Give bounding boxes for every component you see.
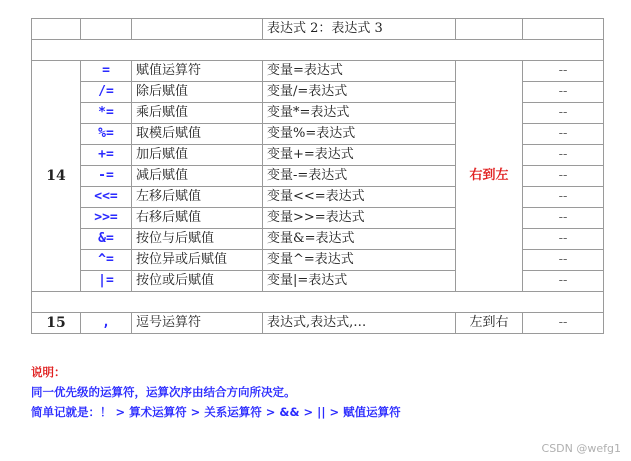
name-cell: 右移后赋值	[132, 208, 263, 229]
priority-cell: 15	[32, 313, 81, 334]
name-cell: 按位异或后赋值	[132, 250, 263, 271]
operator-cell: |=	[81, 271, 132, 292]
usage-cell: 变量&=表达式	[263, 229, 456, 250]
usage-cell: 变量/=表达式	[263, 82, 456, 103]
operator-cell: ^=	[81, 250, 132, 271]
note-cell: --	[523, 187, 604, 208]
operator-cell: &=	[81, 229, 132, 250]
usage-cell: 表达式 2：表达式 3	[263, 19, 456, 40]
usage-cell: 变量<<=表达式	[263, 187, 456, 208]
table-row	[32, 313, 604, 334]
table-row	[32, 40, 604, 61]
notes-line: 同一优先级的运算符，运算次序由结合方向所决定。	[31, 385, 296, 399]
note-cell: --	[523, 229, 604, 250]
usage-cell: 变量*=表达式	[263, 103, 456, 124]
name-cell: 乘后赋值	[132, 103, 263, 124]
operator-cell: -=	[81, 166, 132, 187]
note-cell: --	[523, 61, 604, 82]
name-cell: 加后赋值	[132, 145, 263, 166]
table-row	[32, 19, 604, 40]
operator-cell: =	[81, 61, 132, 82]
operator-cell: +=	[81, 145, 132, 166]
name-cell: 按位与后赋值	[132, 229, 263, 250]
operator-cell: /=	[81, 82, 132, 103]
name-cell: 除后赋值	[132, 82, 263, 103]
usage-cell: 变量|=表达式	[263, 271, 456, 292]
table-row	[32, 292, 604, 313]
name-cell: 赋值运算符	[132, 61, 263, 82]
note-cell: --	[523, 82, 604, 103]
operator-cell: ,	[81, 313, 132, 334]
usage-cell: 变量=表达式	[263, 61, 456, 82]
usage-cell: 变量^=表达式	[263, 250, 456, 271]
operator-precedence-table	[31, 18, 604, 334]
operator-cell: <<=	[81, 187, 132, 208]
name-cell: 按位或后赋值	[132, 271, 263, 292]
assoc-cell: 左到右	[456, 313, 523, 334]
note-cell: --	[523, 208, 604, 229]
notes-title: 说明：	[31, 365, 66, 379]
note-cell: --	[523, 313, 604, 334]
priority-cell: 14	[32, 61, 81, 292]
operator-cell: %=	[81, 124, 132, 145]
note-cell: --	[523, 145, 604, 166]
name-cell: 逗号运算符	[132, 313, 263, 334]
name-cell: 取模后赋值	[132, 124, 263, 145]
watermark: CSDN @wefg1	[541, 442, 621, 455]
name-cell: 左移后赋值	[132, 187, 263, 208]
note-cell: --	[523, 250, 604, 271]
usage-cell: 变量>>=表达式	[263, 208, 456, 229]
usage-cell: 变量%=表达式	[263, 124, 456, 145]
table-row	[32, 61, 604, 82]
assoc-cell: 右到左	[456, 61, 523, 292]
note-cell: --	[523, 166, 604, 187]
notes-line: 简单记就是：！ > 算术运算符 > 关系运算符 > && > || > 赋值运算符	[31, 405, 401, 419]
operator-cell: >>=	[81, 208, 132, 229]
note-cell: --	[523, 124, 604, 145]
usage-cell: 变量+=表达式	[263, 145, 456, 166]
notes-section	[31, 362, 401, 422]
note-cell: --	[523, 103, 604, 124]
usage-cell: 变量-=表达式	[263, 166, 456, 187]
note-cell: --	[523, 271, 604, 292]
usage-cell: 表达式,表达式,…	[263, 313, 456, 334]
operator-cell: *=	[81, 103, 132, 124]
name-cell: 减后赋值	[132, 166, 263, 187]
